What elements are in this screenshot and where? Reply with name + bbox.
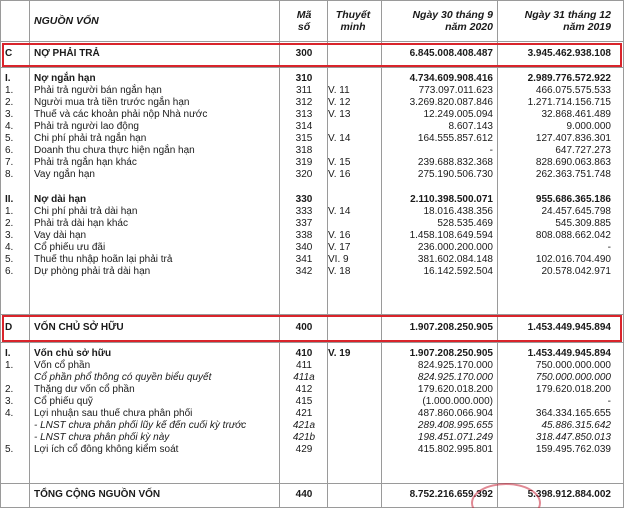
- row-label: Vay dài hạn: [34, 230, 87, 241]
- row-note: V. 11: [328, 85, 350, 96]
- row-label: Chi phí phải trả ngắn hạn: [34, 133, 147, 144]
- row-index: D: [5, 322, 13, 333]
- row-index: 1.: [5, 85, 14, 96]
- header-date2-line1: Ngày 31 tháng 12: [524, 9, 611, 21]
- column-divider: [381, 1, 382, 508]
- row-index: 6.: [5, 266, 14, 277]
- row-value-2020: 16.142.592.504: [423, 266, 493, 277]
- row-label: Vốn chủ sở hữu: [34, 348, 112, 359]
- row-code: 410: [295, 348, 313, 359]
- row-value-2020: 275.190.506.730: [417, 169, 493, 180]
- row-value-2020: 239.688.832.368: [417, 157, 493, 168]
- row-note: VI. 9: [328, 254, 349, 265]
- row-value-2019: 262.363.751.748: [535, 169, 611, 180]
- row-value-2020: 1.458.108.649.594: [409, 230, 493, 241]
- row-code: 318: [295, 145, 313, 156]
- header-note-line2: minh: [340, 21, 366, 33]
- row-code: 421: [295, 408, 313, 419]
- row-note: V. 12: [328, 97, 351, 108]
- row-value-2020: 1.907.208.250.905: [409, 322, 493, 333]
- row-index: 2.: [5, 218, 14, 229]
- row-index: 5.: [5, 133, 14, 144]
- row-index: 4.: [5, 242, 14, 253]
- row-value-2019: 318.447.850.013: [535, 432, 611, 443]
- row-label: Lợi nhuận sau thuế chưa phân phối: [34, 408, 193, 419]
- row-value-2019: 5.398.912.884.002: [527, 489, 611, 500]
- row-label: Cổ phiếu quỹ: [34, 396, 93, 407]
- row-value-2020: 12.249.005.094: [423, 109, 493, 120]
- row-divider: [1, 67, 624, 68]
- row-value-2020: 487.860.066.904: [417, 408, 493, 419]
- row-label: Dự phòng phải trả dài hạn: [34, 266, 151, 277]
- row-note: V. 15: [328, 157, 351, 168]
- row-value-2020: 1.907.208.250.905: [409, 348, 493, 359]
- row-code: 311: [296, 85, 312, 96]
- row-code: 333: [295, 206, 313, 217]
- row-code: 314: [295, 121, 313, 132]
- row-value-2020: 528.535.469: [437, 218, 493, 229]
- row-value-2020: -: [489, 145, 493, 156]
- row-label: Nợ dài hạn: [34, 194, 87, 205]
- row-divider: [1, 483, 624, 484]
- row-value-2020: 824.925.170.000: [417, 360, 493, 371]
- highlight-liabilities: [2, 43, 622, 67]
- row-code: 429: [295, 444, 313, 455]
- row-index: 2.: [5, 384, 14, 395]
- row-index: 6.: [5, 145, 14, 156]
- header-code-line2: số: [297, 21, 311, 33]
- highlight-equity: [2, 315, 622, 342]
- header-date2-line2: năm 2019: [563, 21, 611, 33]
- row-code: 415: [295, 396, 313, 407]
- row-value-2019: 750.000.000.000: [535, 360, 611, 371]
- row-divider: [1, 41, 624, 42]
- row-code: 421a: [292, 420, 316, 431]
- row-label: Vốn cổ phần: [34, 360, 91, 371]
- row-value-2019: 127.407.836.301: [535, 133, 611, 144]
- row-note: V. 18: [328, 266, 351, 277]
- row-label: Phải trả người lao động: [34, 121, 139, 132]
- row-value-2019: -: [607, 242, 611, 253]
- row-value-2020: (1.000.000.000): [422, 396, 493, 407]
- row-value-2020: 3.269.820.087.846: [409, 97, 493, 108]
- row-index: 7.: [5, 157, 14, 168]
- row-code: 337: [295, 218, 313, 229]
- row-label: Cổ phiếu ưu đãi: [34, 242, 106, 253]
- row-value-2020: 6.845.008.408.487: [409, 48, 493, 59]
- row-value-2020: 8.607.143: [448, 121, 493, 132]
- row-value-2019: 808.088.662.042: [535, 230, 611, 241]
- row-label: Lợi ích cổ đông không kiểm soát: [34, 444, 179, 455]
- row-code: 411: [296, 360, 312, 371]
- row-value-2019: 828.690.063.863: [535, 157, 611, 168]
- row-value-2020: 824.925.170.000: [417, 372, 493, 383]
- row-index: C: [5, 48, 13, 59]
- row-note: V. 16: [328, 169, 351, 180]
- row-value-2019: 20.578.042.971: [541, 266, 611, 277]
- row-note: V. 17: [328, 242, 351, 253]
- header-date1-line2: năm 2020: [445, 21, 493, 33]
- row-label: Người mua trả tiền trước ngắn hạn: [34, 97, 190, 108]
- row-index: 4.: [5, 121, 14, 132]
- row-label: Cổ phần phổ thông có quyền biểu quyết: [34, 372, 212, 383]
- row-code: 319: [295, 157, 313, 168]
- row-label: NỢ PHẢI TRẢ: [34, 48, 100, 59]
- row-code: 315: [295, 133, 313, 144]
- row-index: II.: [5, 194, 14, 205]
- row-note: V. 19: [328, 348, 351, 359]
- row-code: 400: [295, 322, 313, 333]
- row-code: 411a: [293, 372, 315, 383]
- row-value-2019: 1.271.714.156.715: [527, 97, 611, 108]
- row-value-2019: 955.686.365.186: [535, 194, 611, 205]
- row-value-2019: 750.000.000.000: [535, 372, 611, 383]
- row-value-2020: 773.097.011.623: [418, 85, 493, 96]
- row-value-2019: 9.000.000: [566, 121, 611, 132]
- row-value-2020: 164.555.857.612: [417, 133, 493, 144]
- row-label: Nợ ngắn hạn: [34, 73, 96, 84]
- row-code: 421b: [292, 432, 316, 443]
- row-label: Chi phí phải trả dài hạn: [34, 206, 138, 217]
- row-code: 342: [295, 266, 313, 277]
- row-label: TỔNG CỘNG NGUỒN VỐN: [34, 489, 161, 500]
- row-index: 3.: [5, 109, 14, 120]
- row-index: 1.: [5, 360, 14, 371]
- row-index: 5.: [5, 444, 14, 455]
- row-value-2020: 381.602.084.148: [417, 254, 493, 265]
- row-value-2020: 198.451.071.249: [417, 432, 493, 443]
- row-value-2020: 8.752.216.659.392: [409, 489, 493, 500]
- row-code: 300: [295, 48, 313, 59]
- row-value-2019: 647.727.273: [555, 145, 611, 156]
- header-date1-line1: Ngày 30 tháng 9: [412, 9, 493, 21]
- row-code: 338: [295, 230, 313, 241]
- row-index: 3.: [5, 230, 14, 241]
- row-divider: [1, 342, 624, 343]
- row-label: Vay ngắn hạn: [34, 169, 95, 180]
- header-note-line1: Thuyết: [335, 9, 371, 21]
- row-code: 312: [295, 97, 313, 108]
- row-label: Phải trả dài hạn khác: [34, 218, 128, 229]
- row-value-2019: 545.309.885: [555, 218, 611, 229]
- row-note: V. 14: [328, 206, 351, 217]
- row-label: VỐN CHỦ SỞ HỮU: [34, 322, 124, 333]
- row-note: V. 13: [328, 109, 351, 120]
- row-value-2019: 2.989.776.572.922: [527, 73, 611, 84]
- row-note: V. 14: [328, 133, 351, 144]
- header-code-line1: Mã: [296, 9, 312, 21]
- row-label: Thặng dư vốn cổ phần: [34, 384, 135, 395]
- row-value-2019: -: [607, 396, 611, 407]
- row-value-2020: 289.408.995.655: [417, 420, 493, 431]
- row-label: Phải trả ngắn hạn khác: [34, 157, 137, 168]
- row-value-2019: 45.886.315.642: [541, 420, 611, 431]
- column-divider: [497, 1, 498, 508]
- row-value-2019: 24.457.645.798: [541, 206, 611, 217]
- row-code: 310: [295, 73, 313, 84]
- row-index: I.: [5, 73, 11, 84]
- row-code: 340: [295, 242, 313, 253]
- company-stamp: [471, 483, 541, 508]
- row-index: 8.: [5, 169, 14, 180]
- row-label: - LNST chưa phân phối kỳ này: [34, 432, 170, 443]
- row-value-2019: 1.453.449.945.894: [527, 322, 611, 333]
- row-code: 440: [295, 489, 313, 500]
- row-index: 2.: [5, 97, 14, 108]
- row-index: I.: [5, 348, 11, 359]
- row-label: Phải trả người bán ngắn hạn: [34, 85, 162, 96]
- row-code: 313: [295, 109, 313, 120]
- row-index: 1.: [5, 206, 14, 217]
- row-index: 3.: [5, 396, 14, 407]
- row-value-2019: 466.075.575.533: [535, 85, 611, 96]
- row-value-2020: 2.110.398.500.071: [410, 194, 493, 205]
- row-value-2020: 18.016.438.356: [423, 206, 493, 217]
- row-code: 320: [295, 169, 313, 180]
- row-value-2019: 364.334.165.655: [535, 408, 611, 419]
- row-label: - LNST chưa phân phối lũy kế đến cuối kỳ trước: [34, 420, 247, 431]
- row-index: 5.: [5, 254, 14, 265]
- row-value-2020: 236.000.200.000: [417, 242, 493, 253]
- row-value-2020: 415.802.995.801: [417, 444, 493, 455]
- row-value-2020: 179.620.018.200: [417, 384, 493, 395]
- row-value-2019: 179.620.018.200: [535, 384, 611, 395]
- row-code: 412: [295, 384, 313, 395]
- row-value-2019: 32.868.461.489: [541, 109, 611, 120]
- column-divider: [29, 1, 30, 508]
- row-value-2019: 1.453.449.945.894: [527, 348, 611, 359]
- row-value-2020: 4.734.609.908.416: [409, 73, 493, 84]
- row-code: 330: [295, 194, 313, 205]
- row-note: V. 16: [328, 230, 351, 241]
- row-value-2019: 102.016.704.490: [535, 254, 611, 265]
- row-index: 4.: [5, 408, 14, 419]
- row-code: 341: [295, 254, 313, 265]
- row-label: Thuế thu nhập hoãn lại phải trả: [34, 254, 173, 265]
- header-source: NGUỒN VỐN: [34, 15, 99, 27]
- row-label: Thuế và các khoản phải nộp Nhà nước: [34, 109, 208, 120]
- row-label: Doanh thu chưa thực hiện ngắn hạn: [34, 145, 195, 156]
- row-value-2019: 159.495.762.039: [535, 444, 611, 455]
- row-value-2019: 3.945.462.938.108: [527, 48, 611, 59]
